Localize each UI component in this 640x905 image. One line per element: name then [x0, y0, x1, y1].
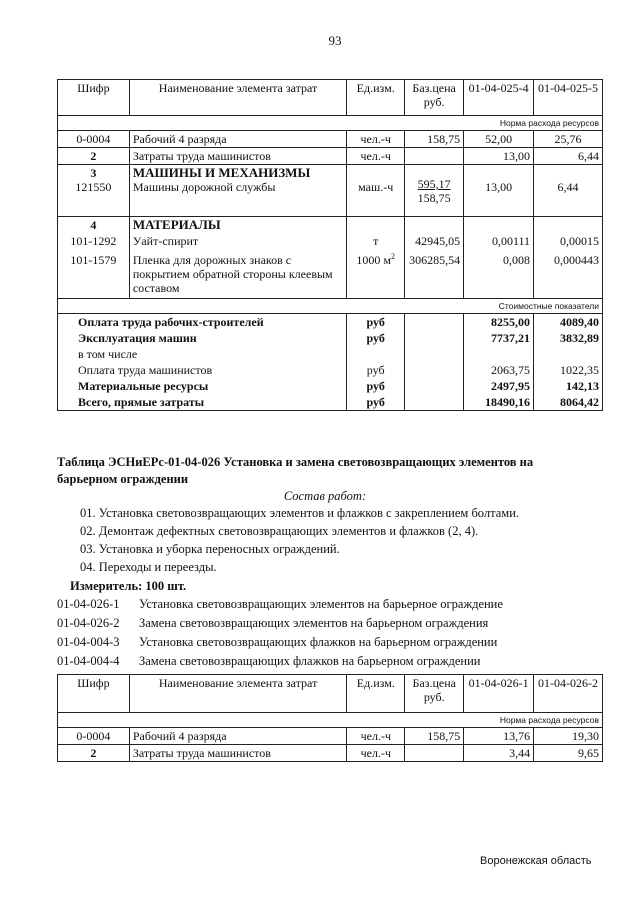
- header-col1: 01-04-025-4: [464, 80, 534, 116]
- list-item: 04. Переходы и переезды.: [80, 560, 217, 574]
- resource-table-2: Шифр Наименование элемента затрат Ед.изм. Баз.цена руб. 01-04-026-1 01-04-026-2 Норма расхода ресурсов 0-0004 Рабочий 4 разряда чел.-ч 158,75 13,76 19,30 2 Затраты труда машинистов чел.-ч 3,44 9,65: [57, 674, 603, 762]
- list-item: 01-04-026-1 Установка световозвращающих элементов на барьерное ограждение: [57, 597, 503, 611]
- list-item: 01. Установка световозвращающих элементов и флажков с закреплением болтами.: [80, 506, 520, 520]
- cost-row: Всего, прямые затраты руб 18490,16 8064,42: [58, 394, 603, 411]
- table-row: 2 Затраты труда машинистов чел.-ч 3,44 9,65: [58, 745, 603, 762]
- works-list: [80, 505, 620, 576]
- header-col2: 01-04-025-5: [534, 80, 603, 116]
- table-row: 0-0004 Рабочий 4 разряда чел.-ч 158,75 52,00 25,76: [58, 131, 603, 148]
- list-item: 02. Демонтаж дефектных световозвращающих элементов и флажков (2, 4).: [80, 524, 479, 538]
- cost-row: в том числе: [58, 346, 603, 362]
- cost-row: Материальные ресурсы руб 2497,95 142,13: [58, 378, 603, 394]
- meter: Измеритель: 100 шт.: [70, 579, 187, 593]
- section-title: Таблица ЭСНиЕРс-01-04-026 Установка и замена световозвращающих элементов на барьерном ограждении: [57, 455, 534, 486]
- header-code: Шифр: [58, 80, 130, 116]
- codes-list: [57, 596, 627, 670]
- cost-row: Оплата труда машинистов руб 2063,75 1022,35: [58, 362, 603, 378]
- page-number: 93: [328, 33, 342, 48]
- list-item: 01-04-004-3 Установка световозвращающих флажков на барьерном ограждении: [57, 635, 498, 649]
- list-item: 01-04-026-2 Замена световозвращающих элементов на барьерном ограждения: [57, 616, 489, 630]
- cost-row: Оплата труда рабочих-строителей руб 8255,00 4089,40: [58, 314, 603, 331]
- cost-label: Стоимостные показатели: [58, 299, 603, 314]
- table-row: 3 121550 МАШИНЫ И МЕХАНИЗМЫ Машины дорожной службы маш.-ч 595,17 158,75 13,00 6,44: [58, 165, 603, 217]
- resource-table-1: [57, 79, 603, 411]
- cost-row: Эксплуатация машин руб 7737,21 3832,89: [58, 330, 603, 346]
- table-row: 4 101-1292 101-1579 МАТЕРИАЛЫ Уайт-спирит Пленка для дорожных знаков с покрытием обратной стороны клеевым составом т 1000 $м^2$ 42945,05 306285,54 0,00111 0,008 0,00015 0,000443: [58, 217, 603, 299]
- header-name: Наименование элемента затрат: [129, 80, 346, 116]
- header-unit: Ед.изм.: [347, 80, 405, 116]
- header-price: Баз.цена руб.: [405, 80, 464, 116]
- list-item: 01-04-004-4 Замена световозвращающих флажков на барьерном ограждении: [57, 654, 481, 668]
- norm-label: Норма расхода ресурсов: [58, 116, 603, 131]
- list-item: 03. Установка и уборка переносных ограждений.: [80, 542, 340, 556]
- table-row: 0-0004 Рабочий 4 разряда чел.-ч 158,75 13,76 19,30: [58, 728, 603, 745]
- norm-label: Норма расхода ресурсов: [58, 713, 603, 728]
- footer-region: Воронежская область: [480, 855, 592, 867]
- table-row: 2 Затраты труда машинистов чел.-ч 13,00 6,44: [58, 148, 603, 165]
- works-title: Состав работ:: [283, 489, 367, 503]
